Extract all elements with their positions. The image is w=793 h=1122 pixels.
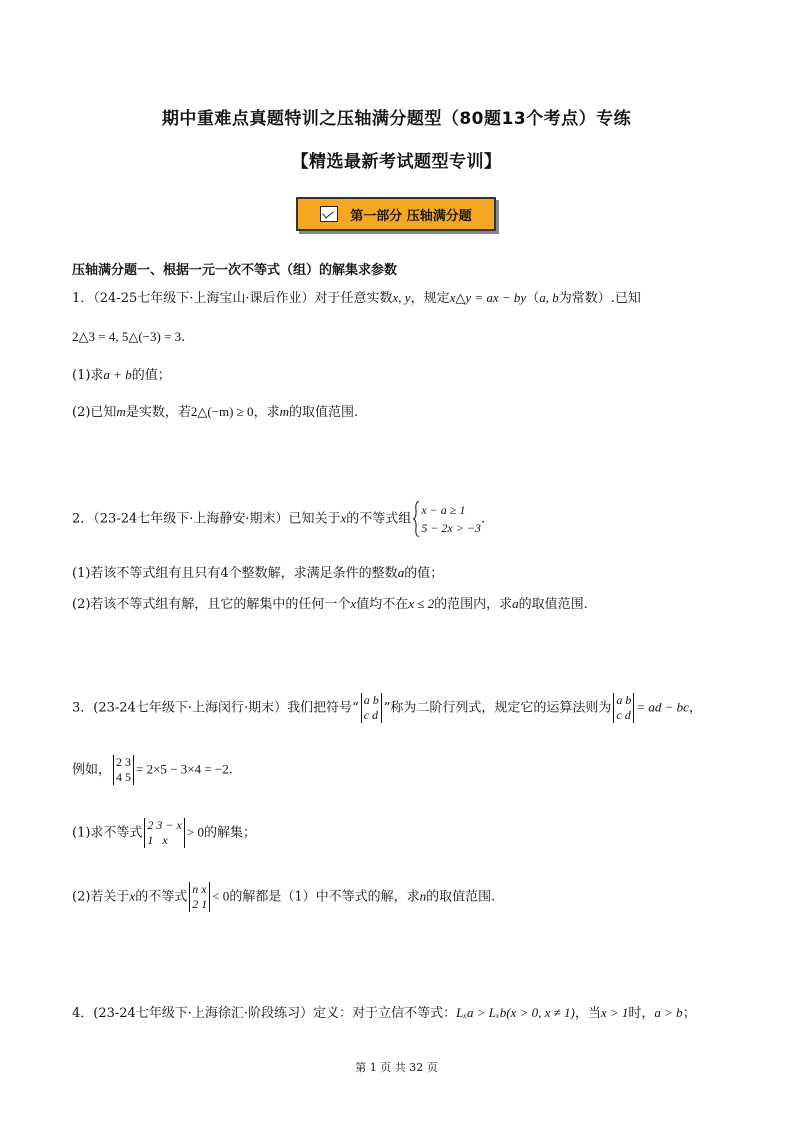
question-1-given: 2△3 = 4, 5△(−3) = 3. [72,329,186,345]
question-3-example: 例如， 2 3 4 5 = 2×5 − 3×4 = −2. [72,755,233,784]
page-title: 期中重难点真题特训之压轴满分题型（80题13个考点）专练 [161,109,632,129]
banner-label: 第一部分 压轴满分题 [350,208,472,224]
page-subtitle: 【精选最新考试题型专训】 [291,152,502,172]
question-3-part-2: (2)若关于x的不等式 n x 2 1 < 0的解都是（1）中不等式的解，求n的取值范围. [72,882,496,911]
determinant-symbol: a b c d [361,693,382,723]
section-heading: 压轴满分题一、根据一元一次不等式（组）的解集求参数 [72,263,398,278]
question-4-stem: 4．(23-24七年级下·上海徐汇·阶段练习）定义：对于立信不等式：Lₓa > Lₓb(x > 0, x ≠ 1)，当x > 1时，a > b； [72,1005,696,1021]
question-3-part-1: (1)求不等式 2 3 − x 1 x > 0的解集； [72,818,256,847]
question-2-part-2: (2)若该不等式组有解，且它的解集中的任何一个x值均不在x ≤ 2的范围内，求a的取值范围. [72,596,588,612]
brace-icon [413,501,420,537]
question-1-part-2: (2)已知m是实数，若2△(−m) ≥ 0，求m的取值范围. [72,404,359,420]
question-3-stem: 3．(23-24七年级下·上海闵行·期末）我们把符号“ a b c d ”称为二阶行列式，规定它的运算法则为 a b c d = ad − bc， [72,693,702,722]
question-1-part-1: (1)求a + b的值； [72,367,171,383]
inequality-system: x − a ≥ 1 5 − 2x > −3 [413,501,481,537]
question-1-stem: 1．（24-25七年级下·上海宝山·课后作业）对于任意实数x, y，规定x△y = ax − by（a, b为常数）.已知 [72,290,641,306]
page-footer: 第 1 页 共 32 页 [355,1061,438,1074]
determinant-rule: a b c d [613,693,634,723]
determinant-example: 2 3 4 5 [113,755,134,785]
question-2-stem: 2．（23-24七年级下·上海静安·期末）已知关于x的不等式组 x − a ≥ 1 5 − 2x > −3 . [72,503,486,535]
envelope-check-icon [320,206,338,222]
question-2-part-1: (1)若该不等式组有且只有4个整数解，求满足条件的整数a的值； [72,565,444,581]
determinant-part-1: 2 3 − x 1 x [144,818,184,848]
section-banner [296,197,496,231]
determinant-part-2: n x 2 1 [189,882,210,912]
